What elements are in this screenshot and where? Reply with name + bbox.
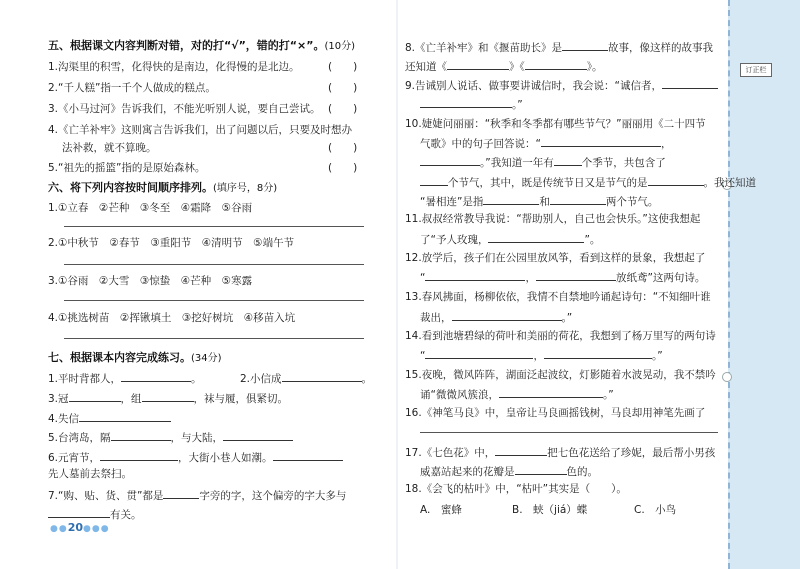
blank[interactable]: [495, 443, 547, 456]
blank[interactable]: [447, 57, 509, 70]
answer-line[interactable]: [64, 264, 364, 265]
q16: 16.《神笔马良》中，皇帝让马良画摇钱树，马良却用神笔先画了: [405, 407, 706, 419]
q15-cont: 诵“微微风簇浪， 。”: [420, 385, 614, 403]
q13: 13.春风拂面，杨柳依依，我情不自禁地吟诵起诗句：“不知细叶谁: [405, 291, 711, 303]
blank[interactable]: [525, 57, 587, 70]
q18-option-a[interactable]: A. 蜜蜂: [420, 504, 462, 516]
page-fold: [396, 0, 398, 569]
binding-ring: [722, 372, 732, 382]
section5-heading: 五、根据课文内容判断对错，对的打“√”，错的打“×”。(10分): [48, 39, 356, 52]
section7-heading: 七、根据课本内容完成练习。(34分): [48, 351, 222, 364]
page-number: ●●20●●●: [50, 521, 110, 534]
blank[interactable]: [483, 192, 539, 205]
s6-item-3: 3.①谷雨 ②大雪 ③惊蛰 ④芒种 ⑤寒露: [48, 275, 253, 287]
s5-item-3: 3.《小马过河》告诉我们，不能光听别人说，要自己尝试。: [48, 103, 321, 115]
q8: 8.《亡羊补牢》和《揠苗助长》是 故事，像这样的故事我: [405, 38, 713, 56]
q13-cont: 裁出， 。”: [420, 308, 572, 326]
q12: 12.放学后，孩子们在公园里放风筝，看到这样的景象，我想起了: [405, 252, 706, 264]
s7-q2: 2.小信成 。: [240, 369, 372, 387]
s5-item-4-cont: 法补救，就不算晚。: [62, 142, 157, 154]
s6-item-1: 1.①立春 ②芒种 ③冬至 ④霜降 ⑤谷雨: [48, 202, 253, 214]
q17-cont: 威嘉站起来的花瓣是 色的。: [420, 462, 598, 480]
s7-q4: 4.失信: [48, 409, 171, 427]
blank[interactable]: [100, 448, 178, 461]
s7-q7-cont: 有关。: [48, 505, 142, 523]
correction-sidebar: [728, 0, 800, 569]
q10-cont4: “暑相连”是指 和 两个节气。: [420, 192, 658, 210]
blank[interactable]: [425, 346, 533, 359]
blank[interactable]: [662, 76, 718, 89]
blank[interactable]: [142, 389, 194, 402]
s7-q6: 6.元宵节， ，大街小巷人如潮。: [48, 448, 343, 466]
blank[interactable]: [163, 486, 199, 499]
blank[interactable]: [121, 369, 191, 382]
s7-q1: 1.平时背都人， 。: [48, 369, 202, 387]
q18-option-c[interactable]: C. 小鸟: [634, 504, 677, 516]
s7-q6-cont: 先人墓前去祭扫。: [48, 468, 132, 480]
s7-q3: 3.冠 ，组 ，袜与履，俱紧切。: [48, 389, 288, 407]
blank[interactable]: [488, 230, 584, 243]
q10-cont3: 个节气，其中，既是传统节日又是节气的是 。我还知道: [420, 173, 756, 191]
s6-item-2: 2.①中秋节 ②春节 ③重阳节 ④清明节 ⑤端午节: [48, 237, 295, 249]
blank[interactable]: [420, 173, 448, 186]
answer-line[interactable]: [64, 300, 364, 301]
q11: 11.叔叔经常教导我说：“帮助别人，自己也会快乐。”这使我想起: [405, 213, 701, 225]
q10-cont1: 气歌》中的句子回答说：“ ，: [420, 134, 671, 152]
q14-cont: “ ， 。”: [420, 346, 663, 364]
blank[interactable]: [544, 346, 652, 359]
s7-q5: 5.台湾岛，隔 ，与大陆，: [48, 428, 293, 446]
q18: 18.《会飞的枯叶》中，“枯叶”其实是（ ）。: [405, 483, 627, 495]
blank[interactable]: [550, 192, 606, 205]
answer-line[interactable]: [64, 226, 364, 227]
blank[interactable]: [541, 134, 661, 147]
q9-cont: 。”: [420, 95, 523, 113]
q8-cont: 还知道《 》《 》。: [405, 57, 603, 75]
q10: 10.婕婕问丽丽：“秋季和冬季都有哪些节气？”丽丽用《二十四节: [405, 118, 706, 130]
answer-parens[interactable]: ( ): [328, 103, 358, 115]
blank[interactable]: [554, 153, 582, 166]
correction-label: 订正栏: [740, 63, 772, 77]
answer-parens[interactable]: ( ): [328, 61, 358, 73]
blank[interactable]: [273, 448, 343, 461]
blank[interactable]: [223, 428, 293, 441]
blank[interactable]: [420, 95, 512, 108]
section6-heading: 六、将下列内容按时间顺序排列。(填序号，8分): [48, 181, 278, 194]
blank[interactable]: [562, 38, 608, 51]
answer-line[interactable]: [64, 338, 364, 339]
q11-cont: 了“予人玫瑰， ”。: [420, 230, 600, 248]
blank[interactable]: [69, 389, 121, 402]
s5-item-1: 1.沟渠里的积雪，化得快的是南边，化得慢的是北边。: [48, 61, 300, 73]
q9: 9.告诫别人说话、做事要讲诚信时，我会说：“诚信者，: [405, 76, 718, 94]
q10-cont2: 。”我知道一年有 个季节，共包含了: [420, 153, 666, 171]
blank[interactable]: [425, 268, 525, 281]
s5-item-4: 4.《亡羊补牢》这则寓言告诉我们，出了问题以后，只要及时想办: [48, 124, 353, 136]
q17: 17.《七色花》中， 把七色花送给了珍妮，最后帮小男孩: [405, 443, 715, 461]
blank[interactable]: [536, 268, 616, 281]
q12-cont: “ ， 放纸鸢”这两句诗。: [420, 268, 705, 286]
blank[interactable]: [79, 409, 171, 422]
blank[interactable]: [499, 385, 603, 398]
q14: 14.看到池塘碧绿的荷叶和美丽的荷花，我想到了杨万里写的两句诗: [405, 330, 716, 342]
answer-line[interactable]: [420, 432, 718, 433]
answer-parens[interactable]: ( ): [328, 162, 358, 174]
q18-option-b[interactable]: B. 蛱（jiá）蝶: [512, 504, 588, 516]
answer-parens[interactable]: ( ): [328, 142, 358, 154]
q15: 15.夜晚，微风阵阵，湖面泛起波纹，灯影随着水波晃动，我不禁吟: [405, 369, 716, 381]
s6-item-4: 4.①挑选树苗 ②挥锹填土 ③挖好树坑 ④移苗入坑: [48, 312, 296, 324]
s7-q7: 7.“购、贴、货、贯”都是 字旁的字，这个偏旁的字大多与: [48, 486, 346, 504]
answer-parens[interactable]: ( ): [328, 82, 358, 94]
blank[interactable]: [282, 369, 362, 382]
s5-item-2: 2.“千人糕”指一千个人做成的糕点。: [48, 82, 216, 94]
blank[interactable]: [648, 173, 704, 186]
blank[interactable]: [515, 462, 567, 475]
blank[interactable]: [111, 428, 171, 441]
blank[interactable]: [48, 505, 110, 518]
blank[interactable]: [452, 308, 562, 321]
s5-item-5: 5.“祖先的摇篮”指的是原始森林。: [48, 162, 206, 174]
blank[interactable]: [420, 153, 480, 166]
